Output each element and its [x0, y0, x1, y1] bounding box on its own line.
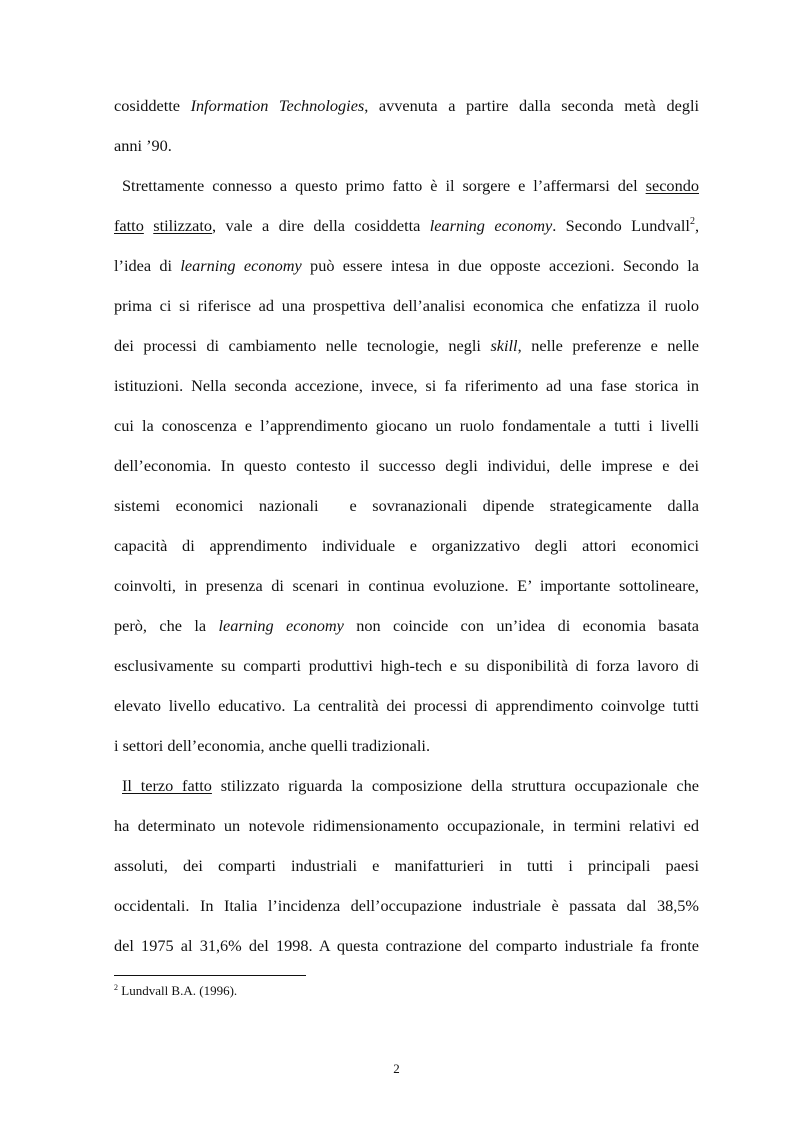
- text-line-14: però, che la learning economy non coincide con un’idea di economia basata: [114, 616, 699, 635]
- text-line-10: dell’economia. In questo contesto il successo degli individui, delle imprese e dei: [114, 456, 699, 475]
- text-line-3: Strettamente connesso a questo primo fatto è il sorgere e l’affermarsi del secondo: [122, 176, 699, 195]
- text-line-8: istituzioni. Nella seconda accezione, invece, si fa riferimento ad una fase storica in: [114, 376, 699, 395]
- text-line-6: prima ci si riferisce ad una prospettiva dell’analisi economica che enfatizza il ruolo: [114, 296, 699, 315]
- text-line-4: fatto stilizzato, vale a dire della cosiddetta learning economy. Secondo Lundvall$^2$,: [114, 216, 700, 235]
- footnote: [114, 983, 237, 999]
- text-line-15: esclusivamente su comparti produttivi high-tech e su disponibilità di forza lavoro di: [114, 656, 699, 675]
- text-line-2: anni ’90.: [114, 136, 172, 155]
- text-line-11: sistemi economici nazionali e sovranazionali dipende strategicamente dalla: [114, 496, 699, 515]
- underlined-phrase: Il terzo fatto: [122, 776, 212, 795]
- text-line-19: ha determinato un notevole ridimensionamento occupazionale, in termini relativi ed: [114, 816, 699, 835]
- text-line-20: assoluti, dei comparti industriali e manifatturieri in tutti i principali paesi: [114, 856, 699, 875]
- text-line-1: cosiddette Information Technologies, avvenuta a partire dalla seconda metà degli: [114, 96, 700, 115]
- text-line-7: dei processi di cambiamento nelle tecnologie, negli skill, nelle preferenze e nelle: [114, 336, 699, 355]
- footnote-separator: [114, 975, 306, 976]
- footnote-reference: 2: [689, 216, 695, 227]
- text-line-12: capacità di apprendimento individuale e organizzativo degli attori economici: [114, 536, 699, 555]
- page-number: 2: [393, 1061, 400, 1076]
- footnote-text: Lundvall B.A. (1996).: [118, 983, 238, 998]
- underlined-phrase: secondo: [645, 176, 699, 195]
- text-line-22: del 1975 al 31,6% del 1998. A questa contrazione del comparto industriale fa fronte: [114, 936, 699, 955]
- text-line-16: elevato livello educativo. La centralità dei processi di apprendimento coinvolge tutti: [114, 696, 699, 715]
- text-line-9: cui la conoscenza e l’apprendimento giocano un ruolo fondamentale a tutti i livelli: [114, 416, 699, 435]
- text-line-5: l’idea di learning economy può essere intesa in due opposte accezioni. Secondo la: [114, 256, 699, 275]
- text-line-21: occidentali. In Italia l’incidenza dell’occupazione industriale è passata dal 38,5%: [114, 896, 699, 915]
- text-line-17: i settori dell’economia, anche quelli tradizionali.: [114, 736, 431, 755]
- footnote-number: 2: [114, 983, 118, 992]
- text-line-18: Il terzo fatto stilizzato riguarda la composizione della struttura occupazionale che: [122, 776, 699, 795]
- text-line-13: coinvolti, in presenza di scenari in continua evoluzione. E’ importante sottolineare,: [114, 576, 699, 595]
